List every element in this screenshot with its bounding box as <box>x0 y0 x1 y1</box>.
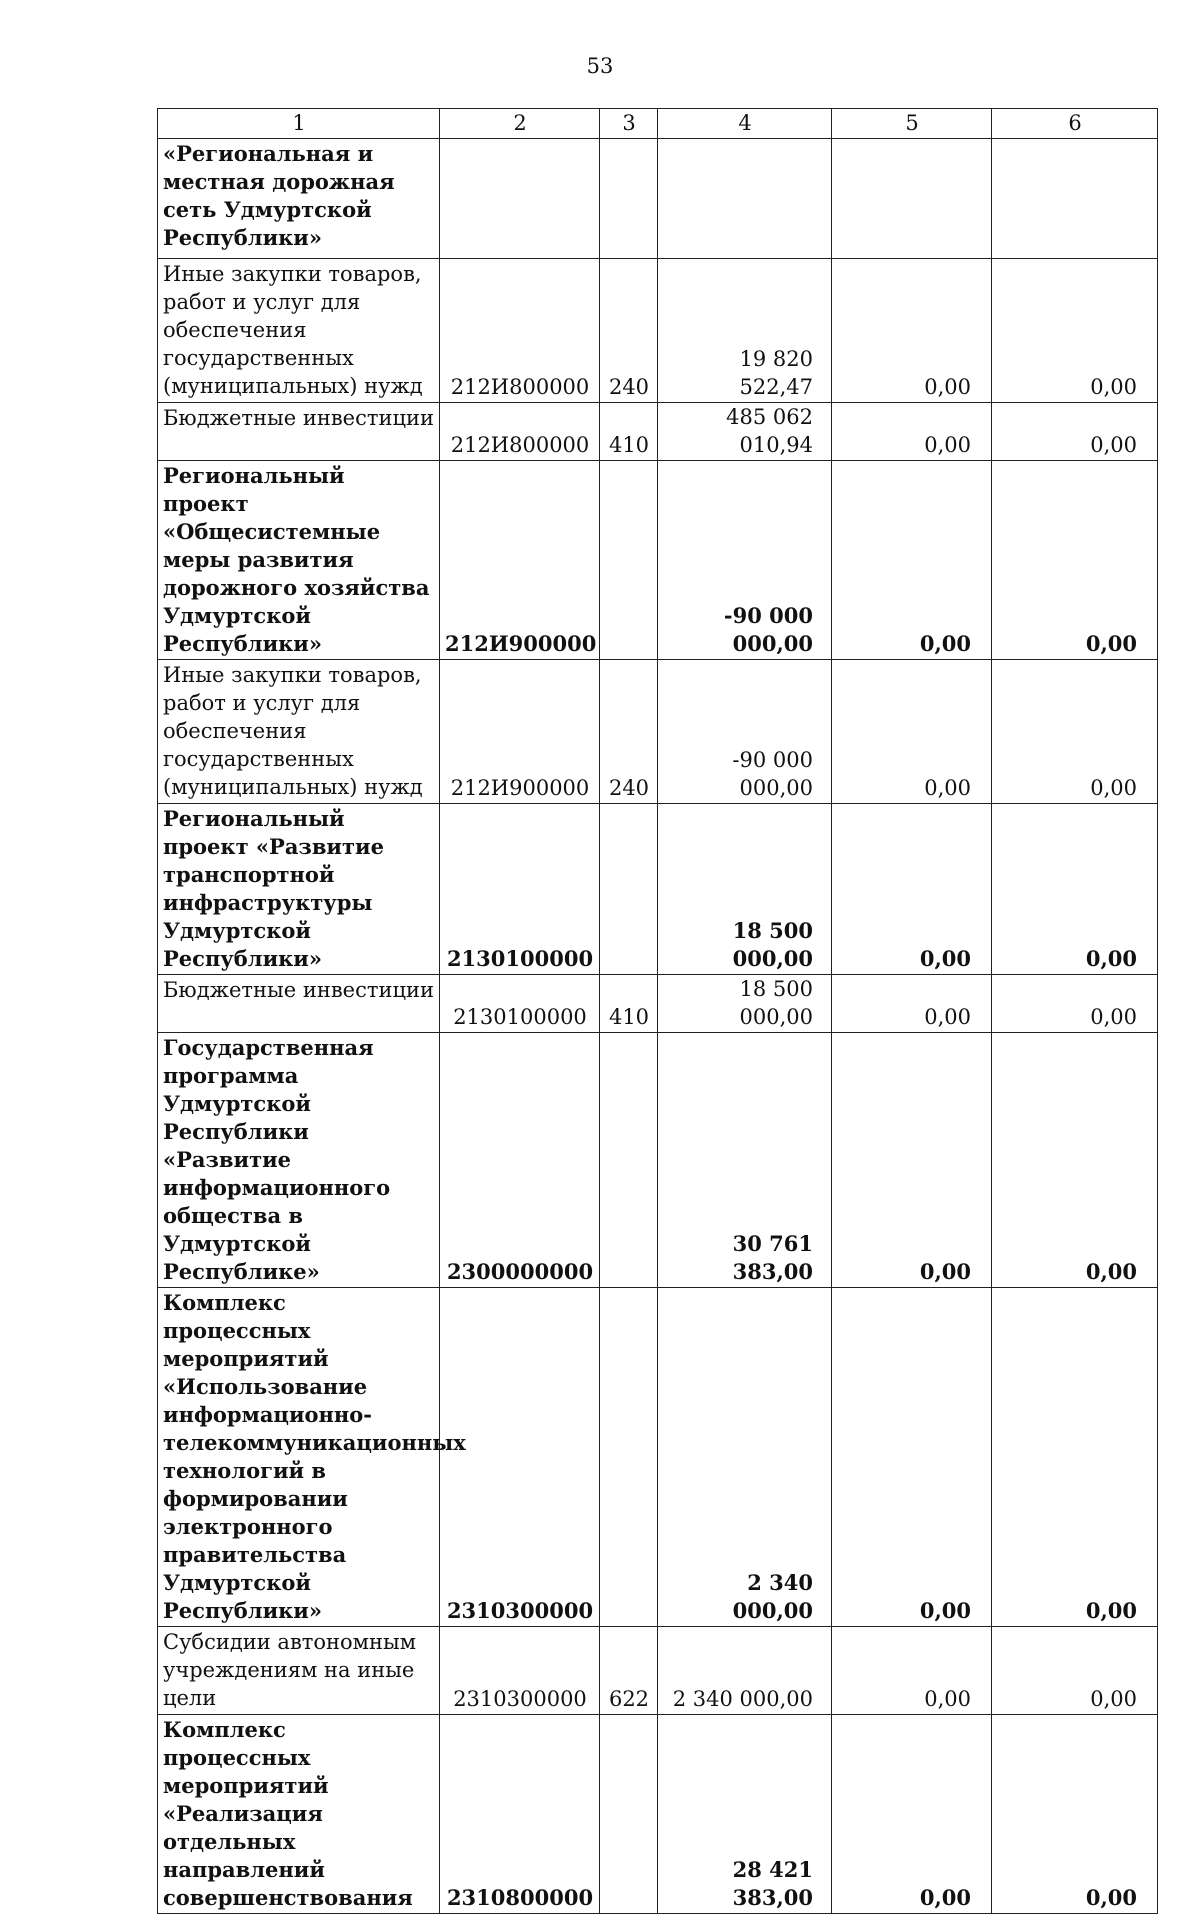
table-row <box>158 1715 1158 1914</box>
row-col6: 0,00 <box>992 1627 1158 1715</box>
header-col-6: 6 <box>992 109 1158 139</box>
row-code: 212И900000 <box>440 461 600 660</box>
row-col6: 0,00 <box>992 1033 1158 1288</box>
row-col6: 0,00 <box>992 804 1158 975</box>
row-amount: 2 340 000,00 <box>658 1627 832 1715</box>
row-amount <box>658 139 832 259</box>
row-amount: 28 421 383,00 <box>658 1715 832 1914</box>
row-col5: 0,00 <box>832 804 992 975</box>
row-col6: 0,00 <box>992 461 1158 660</box>
row-name: Бюджетные инвестиции <box>158 975 440 1033</box>
row-code: 2130100000 <box>440 975 600 1033</box>
row-col5: 0,00 <box>832 461 992 660</box>
row-col5: 0,00 <box>832 660 992 804</box>
header-col-1: 1 <box>158 109 440 139</box>
row-col5: 0,00 <box>832 1715 992 1914</box>
budget-table <box>157 108 1158 1914</box>
row-col5: 0,00 <box>832 403 992 461</box>
row-col5: 0,00 <box>832 1288 992 1627</box>
row-name: Иные закупки товаров, работ и услуг для обеспечения государственных (муниципальных) нужд <box>158 660 440 804</box>
table-header-row <box>158 109 1158 139</box>
table-row <box>158 1033 1158 1288</box>
table-row <box>158 660 1158 804</box>
header-col-5: 5 <box>832 109 992 139</box>
table-row <box>158 1288 1158 1627</box>
row-vr <box>600 1033 658 1288</box>
row-name: «Региональная и местная дорожная сеть Удмуртской Республики» <box>158 139 440 259</box>
header-col-4: 4 <box>658 109 832 139</box>
row-amount: 19 820 522,47 <box>658 259 832 403</box>
row-col6: 0,00 <box>992 1288 1158 1627</box>
row-name: Государственная программа Удмуртской Республики «Развитие информационного общества в Удмуртской Республике» <box>158 1033 440 1288</box>
row-code: 212И900000 <box>440 660 600 804</box>
row-col5 <box>832 139 992 259</box>
row-vr: 622 <box>600 1627 658 1715</box>
row-col6: 0,00 <box>992 660 1158 804</box>
row-amount: 485 062 010,94 <box>658 403 832 461</box>
row-code: 2130100000 <box>440 804 600 975</box>
row-name: Региональный проект «Общесистемные меры развития дорожного хозяйства Удмуртской Республики» <box>158 461 440 660</box>
row-name: Региональный проект «Развитие транспортной инфраструктуры Удмуртской Республики» <box>158 804 440 975</box>
row-name: Субсидии автономным учреждениям на иные цели <box>158 1627 440 1715</box>
row-amount: 30 761 383,00 <box>658 1033 832 1288</box>
row-col5: 0,00 <box>832 259 992 403</box>
row-col5: 0,00 <box>832 1033 992 1288</box>
row-name: Комплекс процессных мероприятий «Использование информационно-телекоммуникационных технологий в формировании электронного правительства Удмуртской Республики» <box>158 1288 440 1627</box>
row-code: 2310300000 <box>440 1288 600 1627</box>
row-amount: 18 500 000,00 <box>658 975 832 1033</box>
table-row <box>158 403 1158 461</box>
page-number: 53 <box>586 54 614 78</box>
row-vr: 240 <box>600 259 658 403</box>
row-code: 2300000000 <box>440 1033 600 1288</box>
row-vr <box>600 1288 658 1627</box>
row-code: 212И800000 <box>440 259 600 403</box>
row-vr <box>600 461 658 660</box>
row-vr: 240 <box>600 660 658 804</box>
row-vr: 410 <box>600 403 658 461</box>
row-code: 212И800000 <box>440 403 600 461</box>
table-row <box>158 804 1158 975</box>
row-vr: 410 <box>600 975 658 1033</box>
row-col6: 0,00 <box>992 975 1158 1033</box>
row-vr <box>600 804 658 975</box>
row-col6: 0,00 <box>992 1715 1158 1914</box>
row-col6: 0,00 <box>992 403 1158 461</box>
row-name: Комплекс процессных мероприятий «Реализация отдельных направлений совершенствования <box>158 1715 440 1914</box>
row-col5: 0,00 <box>832 1627 992 1715</box>
row-amount: 2 340 000,00 <box>658 1288 832 1627</box>
table-row <box>158 259 1158 403</box>
row-vr <box>600 1715 658 1914</box>
row-code <box>440 139 600 259</box>
row-amount: -90 000 000,00 <box>658 461 832 660</box>
row-name: Бюджетные инвестиции <box>158 403 440 461</box>
row-name: Иные закупки товаров, работ и услуг для обеспечения государственных (муниципальных) нужд <box>158 259 440 403</box>
table-row <box>158 139 1158 259</box>
table-row <box>158 461 1158 660</box>
row-col6 <box>992 139 1158 259</box>
row-amount: -90 000 000,00 <box>658 660 832 804</box>
header-col-3: 3 <box>600 109 658 139</box>
row-code: 2310800000 <box>440 1715 600 1914</box>
row-col5: 0,00 <box>832 975 992 1033</box>
row-vr <box>600 139 658 259</box>
table-row <box>158 975 1158 1033</box>
row-col6: 0,00 <box>992 259 1158 403</box>
row-amount: 18 500 000,00 <box>658 804 832 975</box>
header-col-2: 2 <box>440 109 600 139</box>
table-row <box>158 1627 1158 1715</box>
row-code: 2310300000 <box>440 1627 600 1715</box>
